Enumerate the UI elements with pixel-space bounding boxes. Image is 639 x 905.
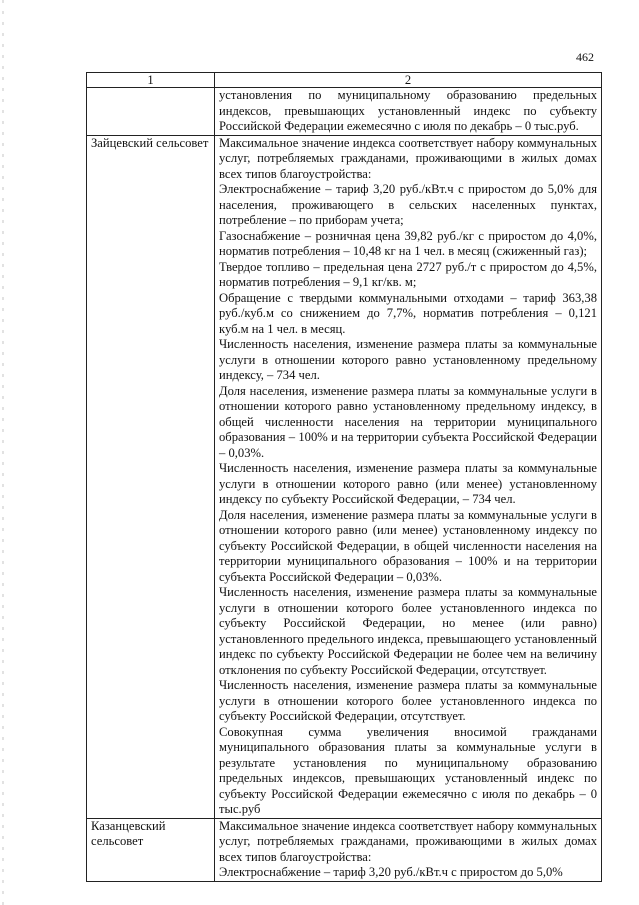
description-cell — [215, 818, 602, 881]
page-number: 462 — [576, 50, 594, 64]
table-body — [87, 88, 602, 882]
scan-edge — [2, 0, 4, 905]
description-paragraph: установления по муниципальному образованию предельных индексов, превышающих установленный индекс по субъекту Российской Федерации ежемесячно с июля по декабрь – 0 тыс.руб. — [219, 88, 597, 133]
description-paragraph: Твердое топливо – предельная цена 2727 руб./т с приростом до 4,5%, норматив потребления – 9,1 кг/кв. м; — [219, 259, 597, 289]
column-2-header: 2 — [215, 73, 602, 88]
description-paragraph: Доля населения, изменение размера платы за коммунальные услуги в отношении которого равно (или менее) установленному индексу по субъекту Российской Федерации, в общей численности населения на территории муниципального образования – 100% и на территории субъекта Российской Федерации – 0,03%. — [219, 507, 597, 584]
description-paragraph: Электроснабжение – тариф 3,20 руб./кВт.ч с приростом до 5,0% — [219, 865, 563, 879]
table-header-row — [87, 73, 602, 88]
description-paragraph: Численность населения, изменение размера платы за коммунальные услуги в отношении которого более установленного индекса по субъекту Российской Федерации, но менее (или равно) установленного предельного индекса, превышающего установленный индекс по субъекту Российской Федерации не более чем на величину отклонения по субъекту Российской Федерации, отсутствует. — [219, 585, 597, 677]
description-paragraph: Совокупная сумма увеличения вносимой гражданами муниципального образования платы за коммунальные услуги в результате установления по муниципальному образованию предельных индексов, превышающих установленный индекс по субъекту Российской Федерации ежемесячно с июля по декабрь – 0 тыс.руб — [219, 724, 597, 816]
description-paragraph: Электроснабжение – тариф 3,20 руб./кВт.ч с приростом до 5,0% для населения, проживающего в сельских населенных пунктах, потребление – по приборам учета; — [219, 182, 597, 227]
column-1-header: 1 — [87, 73, 215, 88]
document-table — [86, 72, 602, 882]
description-paragraph: Численность населения, изменение размера платы за коммунальные услуги в отношении которого равно установленному предельному индексу, – 734 чел. — [219, 337, 597, 382]
table-row — [87, 88, 602, 136]
description-paragraph: Максимальное значение индекса соответствует набору коммунальных услуг, потребляемых гражданами, проживающими в жилых домах всех типов благоустройства: — [219, 818, 597, 864]
table-row — [87, 818, 602, 881]
table-row — [87, 135, 602, 818]
municipality-name-cell — [87, 88, 215, 136]
description-paragraph: Максимальное значение индекса соответствует набору коммунальных услуг, потребляемых гражданами, проживающими в жилых домах всех типов благоустройства: — [219, 135, 597, 181]
municipality-name-cell: Зайцевский сельсовет — [87, 135, 215, 818]
description-paragraph: Доля населения, изменение размера платы за коммунальные услуги в отношении которого равно установленному предельному индексу, в общей численности населения на территории муниципального образования – 100% и на территории субъекта Российской Федерации – 0,03%. — [219, 383, 597, 460]
description-paragraph: Численность населения, изменение размера платы за коммунальные услуги в отношении которого равно (или менее) установленному индексу по субъекту Российской Федерации, – 734 чел. — [219, 461, 597, 506]
description-cell — [215, 88, 602, 136]
municipality-name-cell: Казанцевский сельсовет — [87, 818, 215, 881]
description-cell — [215, 135, 602, 818]
description-paragraph: Газоснабжение – розничная цена 39,82 руб./кг с приростом до 4,0%, норматив потребления – 10,48 кг на 1 чел. в месяц (сжиженный газ); — [219, 228, 597, 258]
description-paragraph: Численность населения, изменение размера платы за коммунальные услуги в отношении которого более установленного индекса по субъекту Российской Федерации, отсутствует. — [219, 678, 597, 723]
description-paragraph: Обращение с твердыми коммунальными отходами – тариф 363,38 руб./куб.м со снижением до 7,7%, норматив потребления – 0,121 куб.м на 1 чел. в месяц. — [219, 290, 597, 336]
